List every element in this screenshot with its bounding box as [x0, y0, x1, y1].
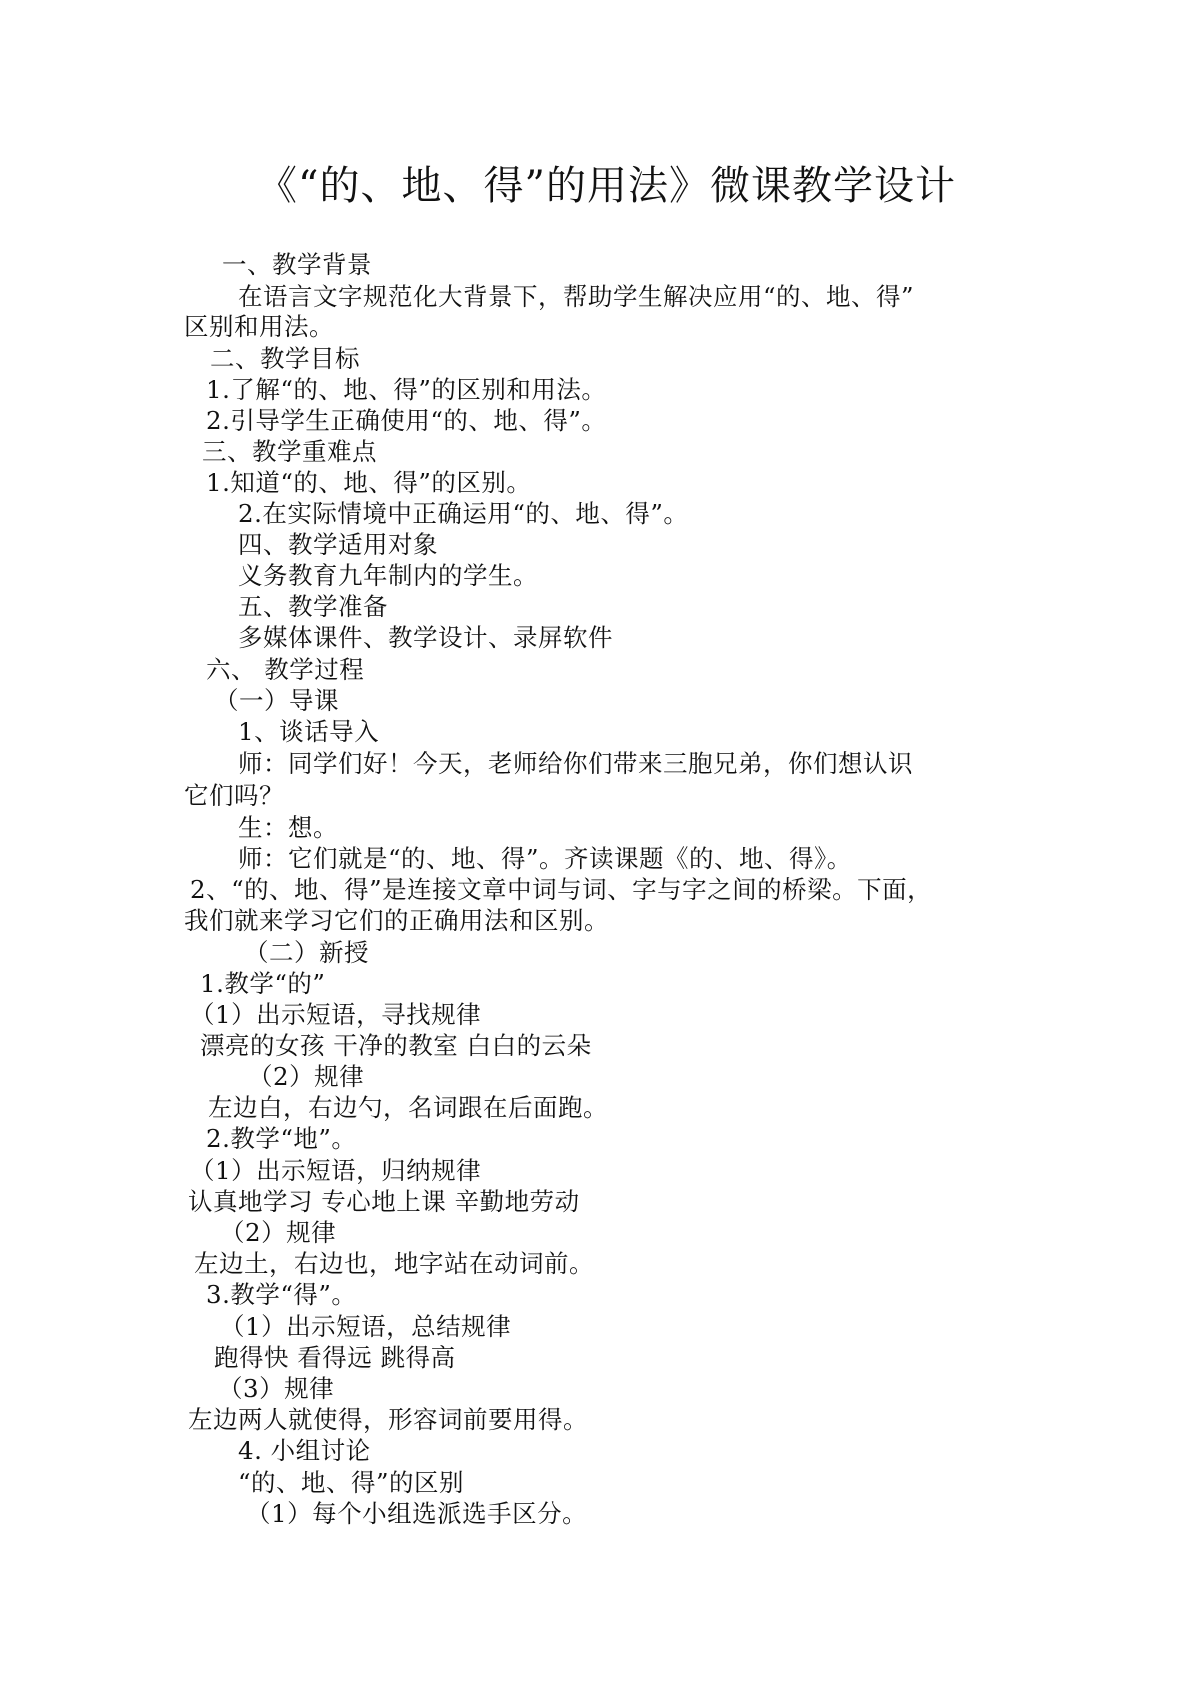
heading-preparation: 五、教学准备 [238, 592, 388, 621]
list-item: 2.在实际情境中正确运用“的、地、得”。 [238, 499, 689, 528]
example-phrases: 跑得快 看得远 跳得高 [214, 1343, 456, 1372]
subheading: （二）新授 [244, 938, 369, 967]
paragraph-line: 在语言文字规范化大背景下，帮助学生解决应用“的、地、得” [238, 282, 915, 311]
document-title: 《“的、地、得”的用法》微课教学设计 [257, 163, 956, 209]
heading-key-points: 三、教学重难点 [202, 437, 377, 466]
list-item: （1）出示短语，归纳规律 [190, 1156, 482, 1185]
paragraph-line: 它们吗？ [184, 781, 284, 810]
list-item: （3）规律 [218, 1374, 335, 1403]
heading-process: 六、 教学过程 [206, 655, 365, 684]
paragraph-line: 义务教育九年制内的学生。 [238, 561, 538, 590]
list-item: 2.教学“地”。 [206, 1124, 357, 1153]
list-item: 1.知道“的、地、得”的区别。 [206, 468, 532, 497]
rule-text: 左边土，右边也，地字站在动词前。 [194, 1249, 594, 1278]
list-item: （1）出示短语，总结规律 [220, 1312, 512, 1341]
rule-text: 左边白，右边勺，名词跟在后面跑。 [208, 1093, 608, 1122]
paragraph-line: 生：想。 [238, 813, 338, 842]
heading-goals: 二、教学目标 [210, 344, 360, 373]
list-item: 2.引导学生正确使用“的、地、得”。 [206, 406, 607, 435]
rule-text: 左边两人就使得，形容词前要用得。 [188, 1405, 588, 1434]
list-item: （2）规律 [220, 1218, 337, 1247]
paragraph-line: 我们就来学习它们的正确用法和区别。 [184, 906, 609, 935]
paragraph-line: 师：它们就是“的、地、得”。齐读课题《的、地、得》。 [238, 844, 852, 873]
list-item: （2）规律 [248, 1062, 365, 1091]
paragraph-line: 2、“的、地、得”是连接文章中词与词、字与字之间的桥梁。下面， [190, 875, 933, 904]
list-item: 4. 小组讨论 [238, 1436, 371, 1465]
paragraph-line: 区别和用法。 [184, 312, 334, 341]
heading-background: 一、教学背景 [222, 250, 372, 279]
paragraph-line: “的、地、得”的区别 [238, 1468, 465, 1497]
list-item: 1.了解“的、地、得”的区别和用法。 [206, 375, 607, 404]
list-item: （1）出示短语，寻找规律 [190, 1000, 482, 1029]
list-item: （1）每个小组选派选手区分。 [246, 1499, 588, 1528]
list-item: 3.教学“得”。 [206, 1280, 357, 1309]
paragraph-line: 多媒体课件、教学设计、录屏软件 [238, 623, 613, 652]
list-item: 1.教学“的” [200, 969, 326, 998]
paragraph-line: 师：同学们好！今天，老师给你们带来三胞兄弟，你们想认识 [238, 749, 913, 778]
list-item: 1、谈话导入 [238, 717, 380, 746]
example-phrases: 认真地学习 专心地上课 辛勤地劳动 [188, 1187, 580, 1216]
example-phrases: 漂亮的女孩 干净的教室 白白的云朵 [200, 1031, 592, 1060]
heading-audience: 四、教学适用对象 [238, 530, 438, 559]
subheading: （一）导课 [214, 686, 339, 715]
